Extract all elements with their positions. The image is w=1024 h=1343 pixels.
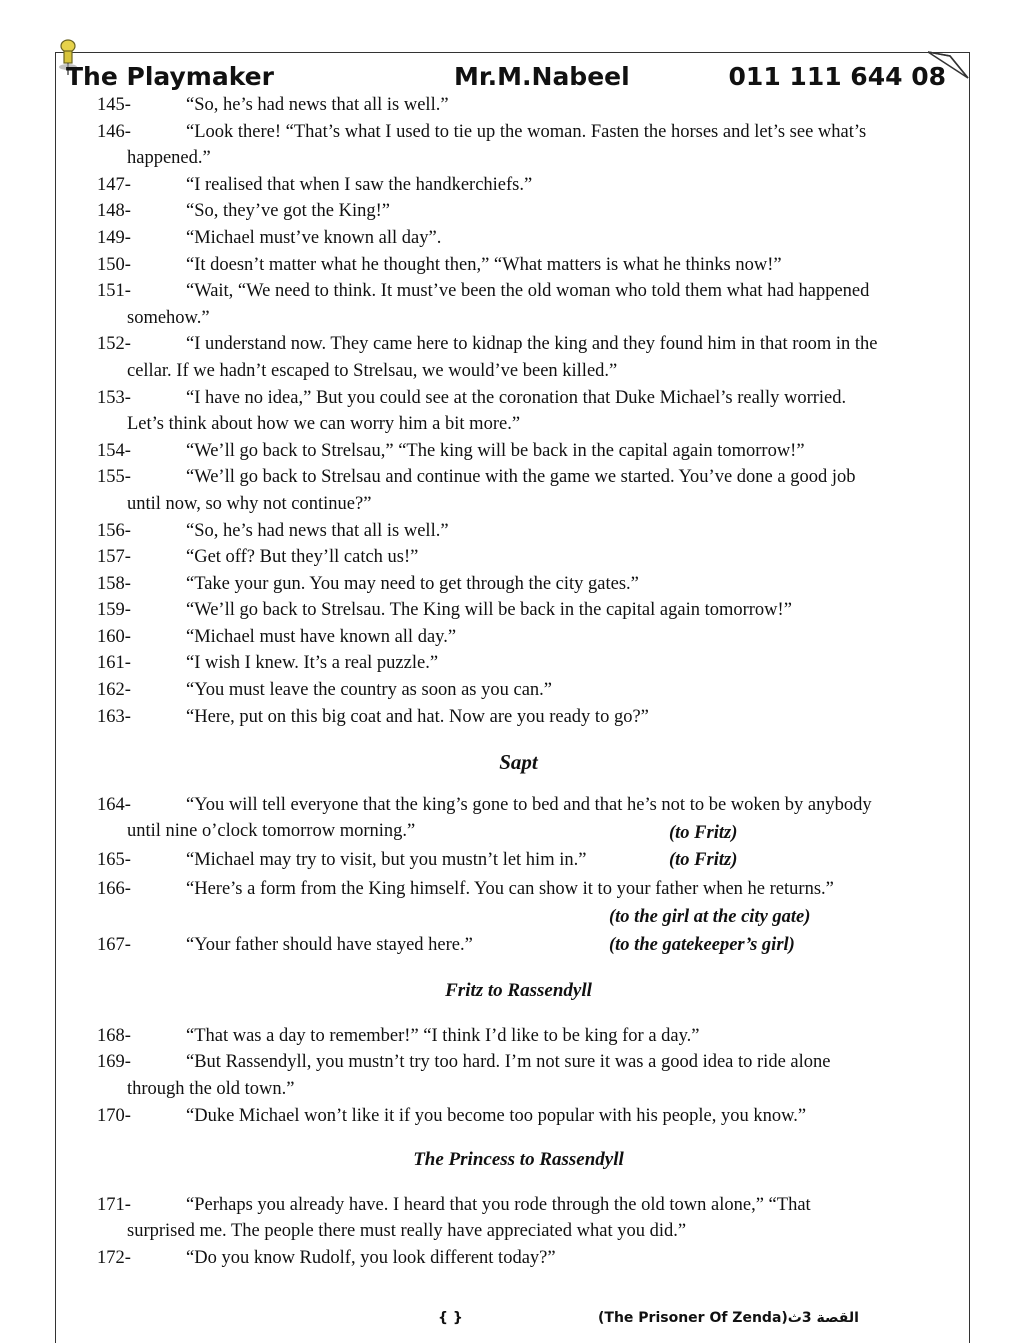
quote-line bbox=[97, 1023, 940, 1050]
line-number: 167- bbox=[97, 934, 131, 955]
line-continuation: through the old town.” bbox=[127, 1079, 295, 1099]
line-text: “But Rassendyll, you mustn’t try too hard. I’m not sure it was a good idea to ride alone bbox=[186, 1052, 831, 1073]
line-continuation: cellar. If we hadn’t escaped to Strelsau, we would’ve been killed.” bbox=[127, 360, 618, 381]
line-number: 152- bbox=[97, 334, 131, 355]
line-number: 166- bbox=[97, 878, 131, 899]
line-continuation: surprised me. The people there must really have appreciated what you did.” bbox=[127, 1221, 687, 1242]
line-number: 156- bbox=[97, 520, 131, 541]
quote-line bbox=[97, 438, 940, 465]
line-text: “Michael must’ve known all day”. bbox=[186, 227, 442, 248]
line-number: 145- bbox=[97, 95, 131, 115]
line-text: “Look there! “That’s what I used to tie up the woman. Fasten the horses and let’s see what’s bbox=[186, 121, 867, 142]
line-number: 172- bbox=[97, 1247, 131, 1268]
line-text: “Duke Michael won’t like it if you become too popular with his people, you know.” bbox=[186, 1105, 807, 1126]
line-text: “You must leave the country as soon as you can.” bbox=[186, 680, 552, 701]
line-number: 170- bbox=[97, 1105, 131, 1126]
line-text: “Michael may try to visit, but you mustn’t let him in.” bbox=[186, 850, 587, 871]
line-text: “So, they’ve got the King!” bbox=[186, 201, 390, 222]
quote-line bbox=[97, 597, 940, 624]
quote-line bbox=[97, 464, 940, 517]
line-text: “I wish I knew. It’s a real puzzle.” bbox=[186, 653, 439, 674]
stage-note: (to the gatekeeper’s girl) bbox=[609, 934, 795, 955]
line-continuation: until now, so why not continue?” bbox=[127, 493, 372, 514]
line-number: 161- bbox=[97, 653, 131, 674]
document-body bbox=[97, 92, 940, 1272]
line-text: “I understand now. They came here to kidnap the king and they found him in that room in the bbox=[186, 334, 878, 355]
line-text: “Take your gun. You may need to get through the city gates.” bbox=[186, 573, 639, 594]
quotes-list-rassendyll bbox=[97, 92, 940, 730]
quote-line bbox=[97, 252, 940, 279]
quote-line bbox=[97, 624, 940, 651]
line-text: “We’ll go back to Strelsau. The King will be back in the capital again tomorrow!” bbox=[186, 600, 792, 621]
line-text: “Here, put on this big coat and hat. Now are you ready to go?” bbox=[186, 706, 649, 727]
quote-line bbox=[97, 1049, 940, 1102]
header-phone: 011 111 644 08 bbox=[728, 62, 946, 91]
line-text: “I realised that when I saw the handkerchiefs.” bbox=[186, 174, 533, 195]
quote-line-166 bbox=[97, 876, 940, 932]
quote-line bbox=[97, 172, 940, 199]
quote-line bbox=[97, 385, 940, 438]
line-number: 149- bbox=[97, 227, 131, 248]
line-number: 165- bbox=[97, 850, 131, 871]
footer-book-title: (The Prisoner Of Zenda)القصة 3ث bbox=[598, 1310, 859, 1326]
header-author: Mr.M.Nabeel bbox=[454, 62, 630, 91]
line-number: 147- bbox=[97, 174, 131, 195]
line-number: 155- bbox=[97, 467, 131, 488]
quote-line bbox=[97, 1192, 940, 1245]
line-continuation: happened.” bbox=[127, 148, 211, 169]
quote-line bbox=[97, 544, 940, 571]
quote-line bbox=[97, 278, 940, 331]
stage-note: (to Fritz) bbox=[669, 822, 738, 843]
quote-line bbox=[97, 677, 940, 704]
line-number: 163- bbox=[97, 706, 131, 727]
quote-line bbox=[97, 1103, 940, 1130]
line-text: “Wait, “We need to think. It must’ve been the old woman who told them what had happened bbox=[186, 281, 870, 302]
line-text: “So, he’s had news that all is well.” bbox=[186, 520, 449, 541]
line-number: 159- bbox=[97, 600, 131, 621]
line-number: 164- bbox=[97, 794, 131, 815]
line-text: “Here’s a form from the King himself. You can show it to your father when he returns.” bbox=[186, 878, 834, 899]
line-number: 151- bbox=[97, 281, 131, 302]
line-number: 171- bbox=[97, 1194, 131, 1215]
line-text: “I have no idea,” But you could see at the coronation that Duke Michael’s really worried. bbox=[186, 387, 847, 408]
line-text: “Get off? But they’ll catch us!” bbox=[186, 547, 419, 568]
quote-line bbox=[97, 198, 940, 225]
quotes-list-fritz bbox=[97, 1023, 940, 1129]
quote-line bbox=[97, 225, 940, 252]
line-text: “That was a day to remember!” “I think I’d like to be king for a day.” bbox=[186, 1025, 700, 1046]
quote-line-167 bbox=[97, 932, 940, 959]
line-text: “It doesn’t matter what he thought then,” “What matters is what he thinks now!” bbox=[186, 254, 782, 275]
quote-line bbox=[97, 92, 940, 119]
line-text: “Do you know Rudolf, you look different today?” bbox=[186, 1247, 556, 1268]
section-heading-fritz: Fritz to Rassendyll bbox=[445, 980, 592, 1002]
header-title: The Playmaker bbox=[66, 62, 274, 91]
quote-line bbox=[97, 331, 940, 384]
section-heading-princess: The Princess to Rassendyll bbox=[413, 1149, 624, 1171]
quote-line bbox=[97, 571, 940, 598]
line-number: 148- bbox=[97, 201, 131, 222]
line-text: “You will tell everyone that the king’s gone to bed and that he’s not to be woken by anybody bbox=[186, 794, 872, 815]
line-text: “Michael must have known all day.” bbox=[186, 626, 457, 647]
line-continuation: Let’s think about how we can worry him a bit more.” bbox=[127, 414, 521, 435]
quote-line bbox=[97, 518, 940, 545]
section-heading-sapt: Sapt bbox=[499, 750, 538, 775]
quote-line bbox=[97, 704, 940, 731]
line-number: 162- bbox=[97, 680, 131, 701]
line-number: 169- bbox=[97, 1052, 131, 1073]
line-continuation: until nine o’clock tomorrow morning.” bbox=[127, 821, 416, 842]
quote-line-164 bbox=[97, 792, 940, 845]
stage-note: (to Fritz) bbox=[669, 850, 738, 871]
quote-line bbox=[97, 119, 940, 172]
line-text: “We’ll go back to Strelsau and continue with the game we started. You’ve done a good job bbox=[186, 467, 856, 488]
footer-page-number: { } bbox=[438, 1310, 463, 1326]
line-number: 158- bbox=[97, 573, 131, 594]
line-number: 168- bbox=[97, 1025, 131, 1046]
line-number: 154- bbox=[97, 440, 131, 461]
quote-line-165 bbox=[97, 847, 940, 874]
line-text: “So, he’s had news that all is well.” bbox=[186, 95, 449, 115]
line-number: 146- bbox=[97, 121, 131, 142]
quotes-list-princess bbox=[97, 1192, 940, 1272]
line-text: “Your father should have stayed here.” bbox=[186, 934, 473, 955]
quote-line bbox=[97, 1245, 940, 1272]
quote-line bbox=[97, 650, 940, 677]
line-number: 153- bbox=[97, 387, 131, 408]
line-number: 150- bbox=[97, 254, 131, 275]
line-number: 157- bbox=[97, 547, 131, 568]
page-header bbox=[66, 62, 946, 96]
line-number: 160- bbox=[97, 626, 131, 647]
line-text: “We’ll go back to Strelsau,” “The king will be back in the capital again tomorrow!” bbox=[186, 440, 805, 461]
line-continuation: somehow.” bbox=[127, 307, 210, 328]
line-text: “Perhaps you already have. I heard that you rode through the old town alone,” “That bbox=[186, 1194, 811, 1215]
stage-note: (to the girl at the city gate) bbox=[609, 906, 811, 927]
